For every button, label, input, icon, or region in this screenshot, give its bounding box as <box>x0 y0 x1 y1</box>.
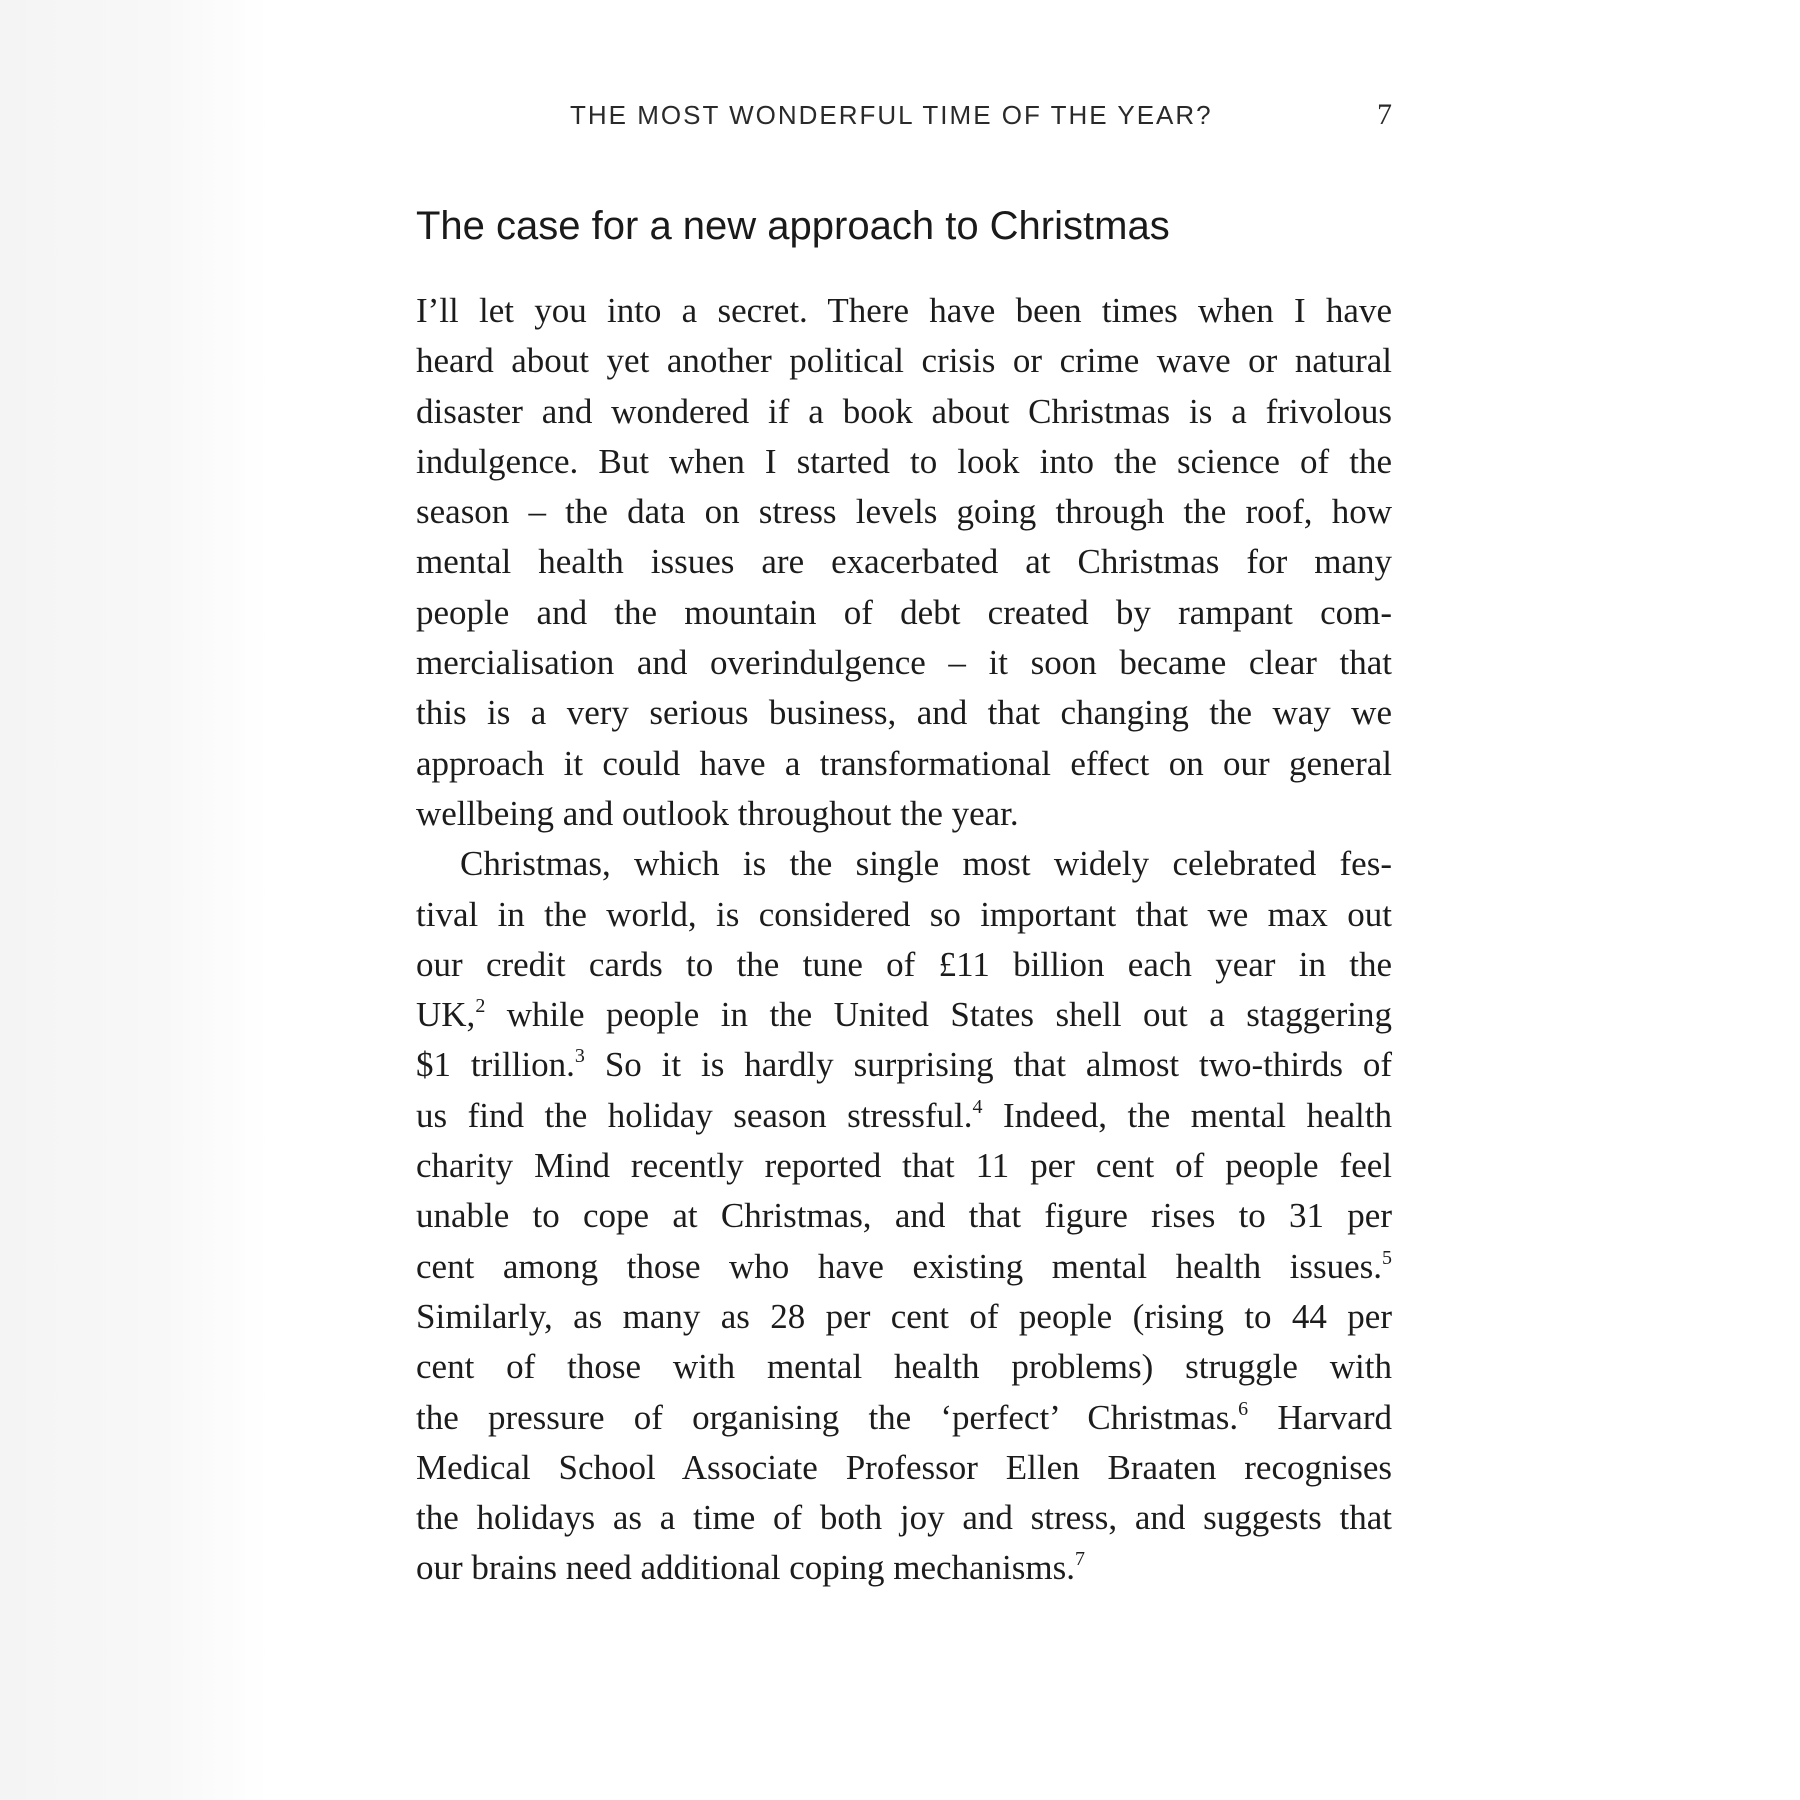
text-line: heard about yet another political crisis or crime wave or natural <box>416 341 1392 381</box>
footnote-marker: 3 <box>574 1045 585 1068</box>
text-line: charity Mind recently reported that 11 per cent of people feel <box>416 1146 1392 1186</box>
paragraph-1 <box>416 286 1392 839</box>
text-fragment: Indeed, the mental health <box>982 1095 1392 1135</box>
text-line: mercialisation and overindulgence – it soon became clear that <box>416 643 1392 683</box>
footnote-marker: 4 <box>972 1095 983 1118</box>
text-line <box>416 1543 1392 1593</box>
page-gutter-shadow <box>0 0 270 1800</box>
text-line: approach it could have a transformational effect on our general <box>416 743 1392 783</box>
text-line: indulgence. But when I started to look into the science of the <box>416 441 1392 481</box>
section-heading: The case for a new approach to Christmas <box>416 204 1170 248</box>
text-fragment: So it is hardly surprising that almost two-thirds of <box>584 1045 1392 1085</box>
text-line: I’ll let you into a secret. There have been times when I have <box>416 291 1392 330</box>
paragraph-2 <box>416 839 1392 1593</box>
text-line: tival in the world, is considered so important that we max out <box>416 894 1392 934</box>
text-line: wellbeing and outlook throughout the year. <box>416 793 1019 833</box>
text-fragment: the pressure of organising the ‘perfect’ Christmas. <box>416 1397 1239 1437</box>
text-fragment: $1 trillion. <box>416 1045 575 1085</box>
text-fragment: us find the holiday season stressful. <box>416 1095 973 1135</box>
text-line <box>416 1040 1392 1090</box>
text-line: cent of those with mental health problems) struggle with <box>416 1347 1392 1387</box>
footnote-marker: 7 <box>1075 1548 1086 1571</box>
text-line: mental health issues are exacerbated at Christmas for many <box>416 542 1392 582</box>
text-line: Christmas, which is the single most widely celebrated fes- <box>460 844 1392 884</box>
text-line <box>416 1393 1392 1443</box>
text-line: our credit cards to the tune of £11 billion each year in the <box>416 944 1392 984</box>
text-line: disaster and wondered if a book about Christmas is a frivolous <box>416 391 1392 431</box>
text-fragment: UK, <box>416 995 476 1035</box>
text-line: Similarly, as many as 28 per cent of people (rising to 44 per <box>416 1296 1392 1336</box>
footnote-marker: 6 <box>1238 1397 1249 1420</box>
text-fragment: while people in the United States shell out a staggering <box>485 995 1392 1035</box>
text-line <box>416 1091 1392 1141</box>
text-line: this is a very serious business, and that changing the way we <box>416 693 1392 733</box>
text-fragment: cent among those who have existing mental health issues. <box>416 1246 1382 1286</box>
text-line: the holidays as a time of both joy and stress, and suggests that <box>416 1498 1392 1538</box>
text-line <box>416 990 1392 1040</box>
text-line: season – the data on stress levels going through the roof, how <box>416 492 1392 532</box>
running-head: THE MOST WONDERFUL TIME OF THE YEAR? <box>570 100 1213 130</box>
text-fragment: our brains need additional coping mechanisms. <box>416 1548 1076 1588</box>
text-line: Medical School Associate Professor Ellen Braaten recognises <box>416 1447 1392 1487</box>
text-fragment: Harvard <box>1248 1397 1392 1437</box>
text-line: people and the mountain of debt created by rampant com- <box>416 592 1392 632</box>
page-number: 7 <box>1377 98 1392 131</box>
footnote-marker: 2 <box>475 995 486 1018</box>
body-text <box>416 286 1392 1594</box>
text-line <box>416 1242 1392 1292</box>
text-line: unable to cope at Christmas, and that figure rises to 31 per <box>416 1196 1392 1236</box>
footnote-marker: 5 <box>1382 1246 1392 1269</box>
